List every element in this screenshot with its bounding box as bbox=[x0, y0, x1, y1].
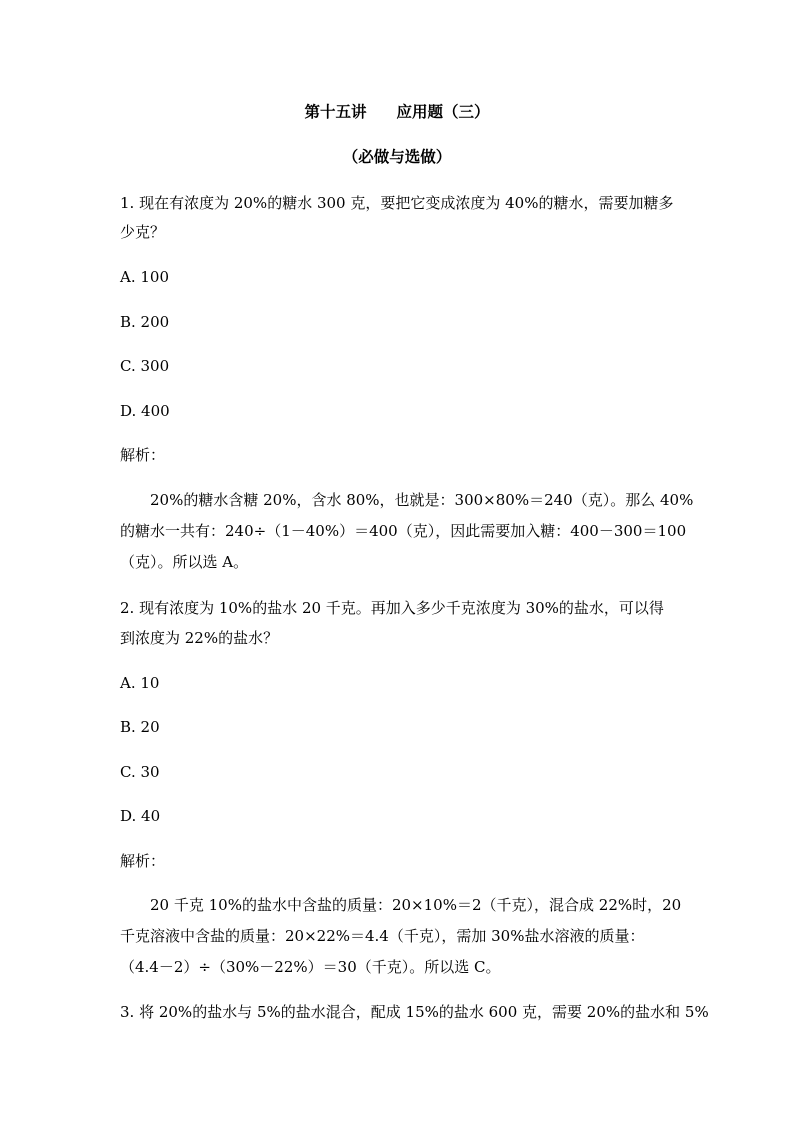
lecture-number: 第十五讲 bbox=[304, 102, 367, 121]
question-1-analysis-line-3: （克）。所以选 A。 bbox=[120, 553, 249, 571]
question-2-analysis-line-2: 千克溶液中含盐的质量：20×22%＝4.4（千克），需加 30%盐水溶液的质量： bbox=[120, 927, 645, 945]
question-2-option-c: C. 30 bbox=[120, 763, 160, 781]
section-subtitle: （必做与选做） bbox=[342, 147, 452, 166]
lecture-topic: 应用题（三） bbox=[396, 102, 490, 121]
question-2-option-a: A. 10 bbox=[120, 674, 160, 692]
question-1-stem-line-2: 少克？ bbox=[120, 223, 166, 241]
question-1-option-a: A. 100 bbox=[120, 268, 169, 286]
question-2-option-d: D. 40 bbox=[120, 807, 161, 825]
question-2-analysis-line-1: 20 千克 10%的盐水中含盐的质量：20×10%＝2（千克），混合成 22%时，20 bbox=[150, 896, 682, 914]
question-1-analysis-label: 解析： bbox=[120, 446, 166, 464]
question-1-analysis-line-1: 20%的糖水含糖 20%，含水 80%，也就是：300×80%＝240（克）。那么 40% bbox=[150, 491, 694, 509]
question-2-stem-line-2: 到浓度为 22%的盐水？ bbox=[120, 629, 279, 647]
question-1-stem-line-1: 1. 现在有浓度为 20%的糖水 300 克，要把它变成浓度为 40%的糖水，需要加糖多 bbox=[120, 194, 674, 212]
question-1-option-d: D. 400 bbox=[120, 402, 170, 420]
question-2-stem-line-1: 2. 现有浓度为 10%的盐水 20 千克。再加入多少千克浓度为 30%的盐水，可以得 bbox=[120, 599, 664, 617]
question-3-stem-line-1: 3. 将 20%的盐水与 5%的盐水混合，配成 15%的盐水 600 克，需要 20%的盐水和 5% bbox=[120, 1003, 709, 1021]
question-1-option-c: C. 300 bbox=[120, 357, 170, 375]
question-1-analysis-line-2: 的糖水一共有：240÷（1－40%）＝400（克），因此需要加入糖：400－300＝100 bbox=[120, 522, 687, 540]
question-2-option-b: B. 20 bbox=[120, 718, 160, 736]
question-2-analysis-line-3: （4.4－2）÷（30%－22%）＝30（千克）。所以选 C。 bbox=[120, 958, 501, 976]
question-1-option-b: B. 200 bbox=[120, 313, 170, 331]
question-2-analysis-label: 解析： bbox=[120, 852, 166, 870]
lecture-title bbox=[0, 102, 794, 122]
